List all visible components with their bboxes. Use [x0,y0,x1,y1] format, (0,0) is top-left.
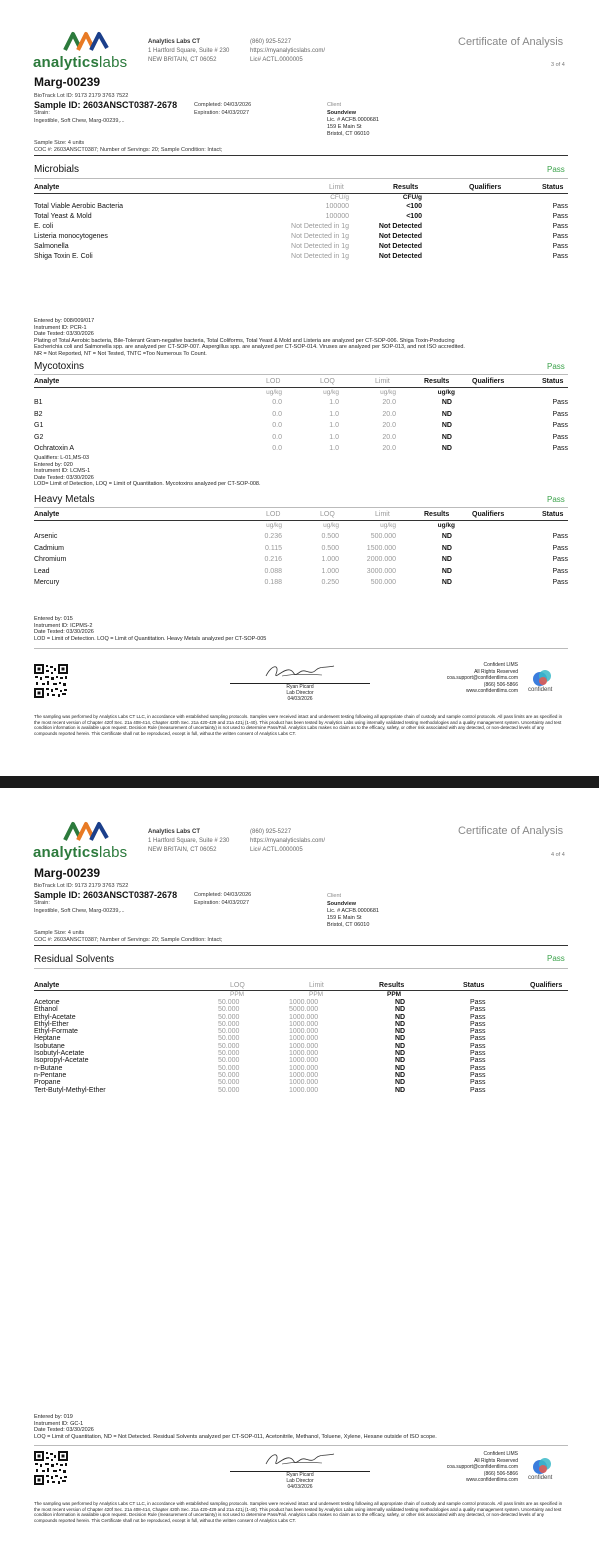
logo-wordmark: analyticslabs [33,54,128,71]
limit-cell: Not Detected in 1g [291,223,349,230]
result-cell: ND [395,1071,406,1079]
result-cell: ND [441,422,452,429]
result-cell: ND [395,1013,406,1021]
result-cell: <100 [406,203,422,210]
status-cell: Pass [552,422,568,429]
table-row [34,1057,568,1064]
limit-cell: 1000.000 [289,1020,319,1028]
status-cell: Pass [470,1086,486,1094]
lab-address: Analytics Labs CT 1 Hartford Square, Suite # 230 NEW BRITAIN, CT 06052 [148,829,230,853]
hm-header-results: Results [424,511,450,518]
status-cell: Pass [552,223,568,230]
qr-code-icon[interactable] [34,664,68,698]
result-cell: ND [395,999,406,1006]
limit-cell: 20.0 [382,433,396,441]
limit-cell: 1000.000 [289,1050,319,1058]
logo-wordmark: analyticslabs [33,844,128,861]
lod-cell: 0.236 [264,533,282,540]
limit-cell: 1000.000 [289,999,319,1006]
table-row [34,399,568,411]
result-cell: ND [395,1035,406,1043]
sample-size: Sample Size: 4 units [34,930,85,936]
analyte-cell: Propane [34,1079,61,1087]
analyte-cell: Mercury [34,579,60,586]
loq-cell: 50.000 [218,1086,240,1094]
hm-unit-results: ug/kg [437,522,455,529]
limit-cell: 20.0 [382,445,396,452]
result-cell: ND [441,579,452,586]
analyte-cell: n-Pentane [34,1071,67,1079]
lab-contact: (860) 925-5227 https://myanalyticslabs.com/ Lic# ACTL.0000005 [250,829,326,853]
status-cell: Pass [470,1035,486,1043]
hm-unit-lod: ug/kg [266,522,282,529]
analyte-cell: Ethyl-Formate [34,1028,78,1036]
analyte-cell: E. coli [34,223,54,230]
loq-cell: 0.250 [321,579,339,586]
strain-label: Strain: [34,900,50,906]
product-name: Marg-00239 [34,75,101,89]
hm-header-status: Status [542,511,564,518]
coa-page-4 [0,788,599,1563]
analyte-cell: Tert-Butyl-Methyl-Ether [34,1086,106,1094]
lod-cell: 0.216 [264,556,282,563]
limit-cell: 100000 [325,213,349,220]
analytics-labs-logo [33,820,143,864]
status-cell: Pass [552,579,568,586]
status-cell: Pass [552,233,568,240]
document-title: Certificate of Analysis [458,825,564,837]
completed-date: Completed: 04/03/2026 [194,102,252,108]
client-label: Client [327,893,342,899]
loq-cell: 1.0 [329,399,339,406]
residual-solvents-table [34,999,568,1094]
hm-unit-limit: ug/kg [380,522,396,529]
analyte-cell: B1 [34,399,43,406]
microbials-header-limit: Limit [329,184,344,191]
status-cell: Pass [470,1020,486,1028]
analyte-cell: Total Yeast & Mold [34,213,92,220]
result-cell: Not Detected [378,223,422,230]
result-cell: ND [395,1086,406,1094]
loq-cell: 1.0 [329,445,339,452]
analyte-cell: Isobutane [34,1042,65,1050]
limit-cell: 1500.000 [366,544,396,552]
result-cell: Not Detected [378,233,422,240]
analyte-cell: Shiga Toxin E. Coli [34,253,93,260]
loq-cell: 1.0 [329,422,339,429]
result-cell: ND [441,410,452,418]
strain-label: Strain: [34,110,50,116]
microbials-header-results: Results [393,184,419,191]
myco-header-analyte: Analyte [34,378,60,385]
lab-contact: (860) 925-5227 https://myanalyticslabs.com/ Lic# ACTL.0000005 [250,39,326,63]
heavy-metals-table [34,533,568,591]
status-cell: Pass [470,1064,486,1072]
limit-cell: 1000.000 [289,1035,319,1043]
heavy-metals-status: Pass [547,495,565,504]
hm-header-lod: LOD [266,511,281,518]
lod-cell: 0.088 [264,567,282,575]
analyte-cell: G1 [34,422,44,429]
limit-cell: 1000.000 [289,1079,319,1087]
limit-cell: 2000.000 [366,556,396,563]
limit-cell: 1000.000 [289,1086,319,1094]
expiration-date: Expiration: 04/03/2027 [194,900,250,906]
loq-cell: 50.000 [218,1064,240,1072]
page-separator [0,776,599,788]
status-cell: Pass [470,1006,486,1014]
status-cell: Pass [552,253,568,260]
table-row [34,422,568,434]
status-cell: Pass [552,533,568,540]
microbials-unit-limit: CFU/g [330,194,349,201]
analyte-cell: Lead [34,567,50,575]
status-cell: Pass [470,1071,486,1079]
status-cell: Pass [552,213,568,220]
rs-header-status: Status [463,982,485,989]
result-cell: ND [395,1020,406,1028]
result-cell: ND [441,533,452,540]
analyte-cell: Isopropyl-Acetate [34,1057,89,1065]
table-row [34,545,568,557]
document-title: Certificate of Analysis [458,36,564,48]
analyte-cell: Heptane [34,1035,61,1043]
myco-unit-lod: ug/kg [266,389,282,396]
loq-cell: 0.500 [321,533,339,540]
table-row [34,1043,568,1050]
myco-header-qualifiers: Qualifiers [472,378,505,385]
table-row [34,253,568,263]
limit-cell: 1000.000 [289,1013,319,1021]
loq-cell: 50.000 [218,1042,240,1050]
myco-header-limit: Limit [375,378,390,385]
status-cell: Pass [552,203,568,210]
residual-solvents-notes: Entered by: 019 Instrument ID: GC-1 Date Tested: 03/30/2026 LOQ = Limit of Quantitation, ND = Not Detected. Residual Solvents analyzed per CT-SOP-011, Acetonitrile, Methanol, Toluene, Xylene, Hexane outside of ISO scope. [34,1414,437,1440]
table-row [34,434,568,446]
loq-cell: 0.500 [321,544,339,552]
microbials-notes: Entered by: 008/009/017 Instrument ID: PCR-1 Date Tested: 03/30/2026 Plating of Total Aerobic bacteria, Bile-Tolerant Gram-negative bacteria, Total Coliforms, Total Yeast & Mold and Listeria are analyzed per CT-SOP-006. Shiga Toxin-Producing Escherichia coli and Salmonella spp. are analyzed per CT-SOP-007. Aspergillus spp. are analyzed per CT-SOP-014. Viruses are analyzed per SOP-013, and not ISO accredited. NR = Not Reported, NT = Not Tested, TNTC =Too Numerous To Count. [34,318,465,357]
microbials-title: Microbials [34,164,80,175]
microbials-header-analyte: Analyte [34,184,60,191]
loq-cell: 1.000 [321,567,339,575]
sample-size: Sample Size: 4 units [34,140,85,146]
loq-cell: 1.0 [329,433,339,441]
rs-header-qualifiers: Qualifiers [530,982,563,989]
client-label: Client [327,102,342,108]
loq-cell: 50.000 [218,1006,240,1014]
status-cell: Pass [552,243,568,250]
result-cell: ND [441,445,452,452]
matrix: Ingestible, Soft Chew, Marg-00239,... [34,118,125,124]
completed-date: Completed: 04/03/2026 [194,892,252,898]
lod-cell: 0.188 [264,579,282,586]
mycotoxins-title: Mycotoxins [34,361,85,372]
limit-cell: 20.0 [382,399,396,406]
lod-cell: 0.0 [272,399,282,406]
matrix: Ingestible, Soft Chew, Marg-00239,... [34,908,125,914]
table-row [34,203,568,213]
result-cell: ND [395,1064,406,1072]
analyte-cell: Total Viable Aerobic Bacteria [34,203,123,210]
result-cell: ND [441,399,452,406]
status-cell: Pass [552,556,568,563]
status-cell: Pass [470,999,486,1006]
analyte-cell: Arsenic [34,533,58,540]
disclaimer: The sampling was performed by Analytics Labs CT LLC, in accordance with established sampling protocols. Samples were received intact and underwent testing following all appropriate chain of custody and sample control protocols. All pass limits are as specified in the most recent version of Chapter 420f Sec. 21a 408-414, Chapter 420h Sec. 21a 420-429 and 21a 421j (1-40). This product has been tested by Analytics Labs using internally validated testing methodologies and a quality management system. Uncertainty and test condition information is available upon request. Decision Rule (measurement of uncertainty) is not used to determine Pass/Fail. Analytics Labs makes no claim as to the efficacy, safety, or other risk associated with any detected, or non-detected levels of any compounds reported herein. This Certificate shall not be reproduced, except in full, without the written consent of Analytics Labs CT. [34,1501,563,1523]
limit-cell: 3000.000 [366,567,396,575]
loq-cell: 50.000 [218,999,240,1006]
result-cell: ND [395,1042,406,1050]
status-cell: Pass [470,1028,486,1036]
hm-header-limit: Limit [375,511,390,518]
heavy-metals-title: Heavy Metals [34,494,95,505]
lod-cell: 0.0 [272,445,282,452]
loq-cell: 50.000 [218,1050,240,1058]
analyte-cell: Ethanol [34,1006,58,1014]
signer-block: Ryan Picard Lab Director 04/03/2026 [286,684,314,702]
result-cell: ND [441,544,452,552]
limit-cell: 1000.000 [289,1064,319,1072]
microbials-header-status: Status [542,184,564,191]
table-row [34,1028,568,1035]
status-cell: Pass [552,445,568,452]
client-block: Soundview Lic. # ACFB.0000681 159 E Main St Bristol, CT 06010 [327,901,379,928]
table-row [34,1035,568,1042]
analyte-cell: Ochratoxin A [34,445,75,452]
table-row [34,999,568,1006]
sample-id: Sample ID: 2603ANSCT0387-2678 [34,890,178,900]
status-cell: Pass [552,567,568,575]
analyte-cell: Ethyl-Ether [34,1020,69,1028]
table-row [34,533,568,545]
table-row [34,1087,568,1094]
analyte-cell: Salmonella [34,243,69,250]
signer-block: Ryan Picard Lab Director 04/03/2026 [286,1472,314,1490]
mycotoxins-notes: Qualifiers: L-01,MS-03 Entered by: 020 Instrument ID: LCMS-1 Date Tested: 03/30/2026 LOD= Limit of Detection, LOQ = Limit of Quantitation. Mycotoxins analyzed per CT-SOP-008. [34,455,261,487]
microbials-status: Pass [547,165,565,174]
limit-cell: Not Detected in 1g [291,243,349,250]
loq-cell: 50.000 [218,1035,240,1043]
rs-header-results: Results [379,982,405,989]
table-row [34,411,568,423]
analytics-labs-logo [33,30,143,74]
microbials-header-qualifiers: Qualifiers [469,184,502,191]
biotrack-id: BioTrack Lot ID: 9173 2179 3763 7522 [34,93,129,99]
lod-cell: 0.0 [272,410,282,418]
analyte-cell: Listeria monocytogenes [34,233,108,240]
signature-icon [262,1448,338,1470]
result-cell: ND [395,1057,406,1065]
table-row [34,1079,568,1086]
page-number: 4 of 4 [551,852,565,858]
limit-cell: 1000.000 [289,1057,319,1065]
rs-unit-loq: PPM [230,991,245,998]
rs-header-limit: Limit [309,982,324,989]
status-cell: Pass [552,410,568,418]
hm-header-loq: LOQ [320,511,335,518]
result-cell: ND [441,567,452,575]
status-cell: Pass [470,1013,486,1021]
myco-unit-loq: ug/kg [323,389,339,396]
myco-unit-limit: ug/kg [380,389,396,396]
table-row [34,243,568,253]
rs-header-loq: LOQ [230,982,245,989]
lod-cell: 0.0 [272,433,282,441]
rs-header-analyte: Analyte [34,982,60,989]
loq-cell: 50.000 [218,1013,240,1021]
mycotoxins-table [34,399,568,457]
confident-lims-info: Confident LIMS All Rights Reserved coa.support@confidentlims.com (866) 506-5866 www.confidentlims.com [446,662,518,694]
logo-mark-icon [63,820,123,842]
table-row [34,223,568,233]
table-row [34,579,568,591]
residual-solvents-title: Residual Solvents [34,954,115,965]
result-cell: ND [441,433,452,441]
hm-header-qualifiers: Qualifiers [472,511,505,518]
confident-logo-icon [532,1456,552,1476]
coc-info: COC #: 2603ANSCT0387; Number of Servings: 20; Sample Condition: Intact; [34,147,223,153]
result-cell: ND [395,1050,406,1058]
analyte-cell: Isobutyl-Acetate [34,1050,85,1058]
result-cell: Not Detected [378,243,422,250]
loq-cell: 1.0 [329,410,339,418]
expiration-date: Expiration: 04/03/2027 [194,110,250,116]
loq-cell: 50.000 [218,1020,240,1028]
analyte-cell: Ethyl-Acetate [34,1013,76,1021]
rs-unit-limit: PPM [309,991,324,998]
table-row [34,556,568,568]
result-cell: Not Detected [378,253,422,260]
analyte-cell: B2 [34,410,43,418]
rs-unit-results: PPM [387,991,402,998]
analyte-cell: G2 [34,433,44,441]
analyte-cell: Cadmium [34,544,64,552]
table-row [34,1014,568,1021]
table-row [34,1072,568,1079]
loq-cell: 50.000 [218,1071,240,1079]
limit-cell: Not Detected in 1g [291,233,349,240]
sample-id: Sample ID: 2603ANSCT0387-2678 [34,100,178,110]
myco-header-loq: LOQ [320,378,335,385]
disclaimer: The sampling was performed by Analytics Labs CT LLC, in accordance with established sampling protocols. Samples were received intact and underwent testing following all appropriate chain of custody and sample control protocols. All pass limits are as specified in the most recent version of Chapter 420f Sec. 21a 408-414, Chapter 420h Sec. 21a 420-429 and 21a 421j (1-40). This product has been tested by Analytics Labs using internally validated testing methodologies and a quality management system. Uncertainty and test condition information is available upon request. Decision Rule (measurement of uncertainty) is not used to determine Pass/Fail. Analytics Labs makes no claim as to the efficacy, safety, or other risk associated with any detected, or non-detected levels of any compounds reported herein. This Certificate shall not be reproduced, except in full, without the written consent of Analytics Labs CT. [34,714,563,736]
confident-logo-icon [532,668,552,688]
table-row [34,1050,568,1057]
loq-cell: 50.000 [218,1028,240,1036]
myco-header-status: Status [542,378,564,385]
limit-cell: 100000 [325,203,349,210]
page-number: 3 of 4 [551,62,565,68]
table-row [34,213,568,223]
biotrack-id: BioTrack Lot ID: 9173 2179 3763 7522 [34,883,129,889]
status-cell: Pass [470,1079,486,1087]
hm-unit-loq: ug/kg [323,522,339,529]
confident-brand: confident [528,1475,553,1481]
result-cell: <100 [406,213,422,220]
limit-cell: 20.0 [382,422,396,429]
limit-cell: 20.0 [382,410,396,418]
table-row [34,568,568,580]
loq-cell: 1.000 [321,556,339,563]
loq-cell: 50.000 [218,1057,240,1065]
confident-brand: confident [528,687,553,693]
confident-lims-info: Confident LIMS All Rights Reserved coa.support@confidentlims.com (866) 506-5866 www.confidentlims.com [446,1451,518,1483]
analyte-cell: Acetone [34,999,60,1006]
analyte-cell: n-Butane [34,1064,63,1072]
limit-cell: 1000.000 [289,1071,319,1079]
lod-cell: 0.0 [272,422,282,429]
loq-cell: 50.000 [218,1079,240,1087]
limit-cell: 500.000 [370,579,396,586]
status-cell: Pass [552,399,568,406]
limit-cell: 1000.000 [289,1028,319,1036]
result-cell: ND [395,1006,406,1014]
status-cell: Pass [470,1050,486,1058]
myco-unit-results: ug/kg [437,389,455,396]
limit-cell: 1000.000 [289,1042,319,1050]
status-cell: Pass [470,1042,486,1050]
table-row [34,233,568,243]
limit-cell: 500.000 [370,533,396,540]
heavy-metals-notes: Entered by: 015 Instrument ID: ICPMS-2 Date Tested: 03/30/2026 LOD = Limit of Detection. LOQ = Limit of Quantitation. Heavy Metals analyzed per CT-SOP-005 [34,616,267,642]
analyte-cell: Chromium [34,556,67,563]
coa-page-3 [0,0,599,776]
limit-cell: 5000.000 [289,1006,319,1014]
microbials-table [34,203,568,263]
myco-header-lod: LOD [266,378,281,385]
signature-icon [262,660,338,682]
hm-header-analyte: Analyte [34,511,60,518]
product-name: Marg-00239 [34,866,101,880]
result-cell: ND [395,1028,406,1036]
logo-mark-icon [63,30,123,52]
status-cell: Pass [552,544,568,552]
result-cell: ND [441,556,452,563]
coc-info: COC #: 2603ANSCT0387; Number of Servings: 20; Sample Condition: Intact; [34,937,223,943]
myco-header-results: Results [424,378,450,385]
residual-solvents-status: Pass [547,954,565,963]
limit-cell: Not Detected in 1g [291,253,349,260]
status-cell: Pass [470,1057,486,1065]
microbials-unit-results: CFU/g [402,194,422,201]
qr-code-icon[interactable] [34,1451,68,1485]
status-cell: Pass [552,433,568,441]
result-cell: ND [395,1079,406,1087]
table-row [34,1065,568,1072]
client-block: Soundview Lic. # ACFB.0000681 159 E Main St Bristol, CT 06010 [327,110,379,137]
mycotoxins-status: Pass [547,362,565,371]
table-row [34,1006,568,1013]
lab-address: Analytics Labs CT 1 Hartford Square, Suite # 230 NEW BRITAIN, CT 06052 [148,39,230,63]
table-row [34,1021,568,1028]
lod-cell: 0.115 [265,544,282,552]
